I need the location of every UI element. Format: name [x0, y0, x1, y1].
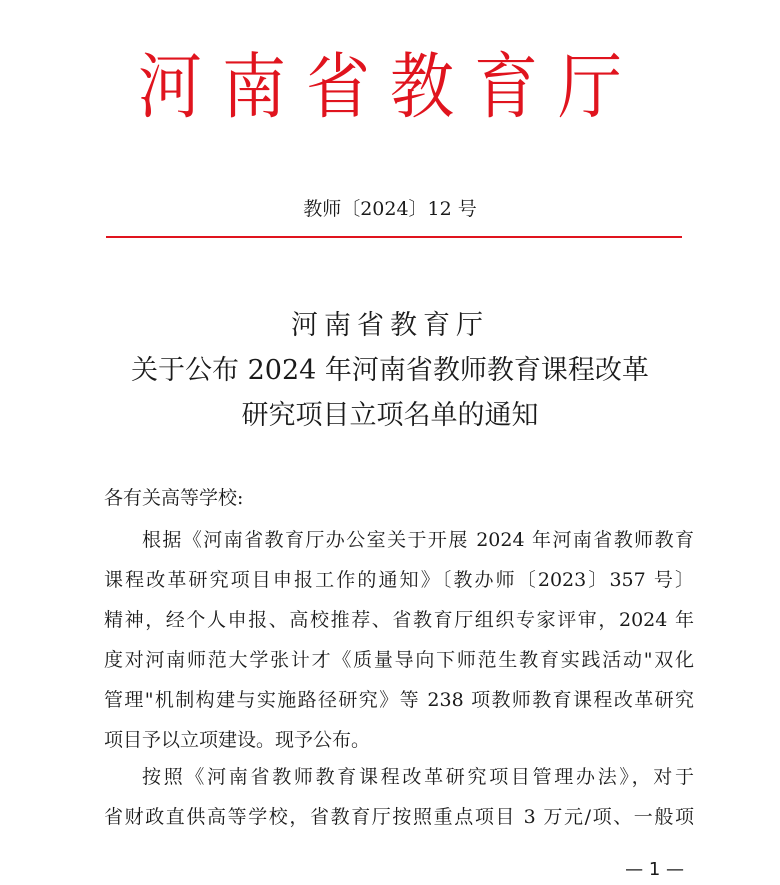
page-number: — 1 —: [625, 859, 684, 880]
red-divider-line: [106, 236, 682, 238]
paragraph-line: 根据《河南省教育厅办公室关于开展 2024 年河南省教师教育: [142, 529, 694, 551]
salutation: 各有关高等学校:: [104, 487, 244, 509]
paragraph-line: 课程改革研究项目申报工作的通知》〔教办师〔2023〕357 号〕: [104, 569, 694, 591]
notice-title-line-2: 关于公布 2024 年河南省教师教育课程改革: [131, 355, 649, 386]
paragraph-line: 管理"机制构建与实施路径研究》等 238 项教师教育课程改革研究: [104, 689, 694, 711]
paragraph-line: 度对河南师范大学张计才《质量导向下师范生教育实践活动"双化: [104, 649, 694, 671]
document-number: 教师〔2024〕12 号: [303, 198, 477, 220]
notice-title-line-1: 河南省教育厅: [291, 310, 489, 341]
paragraph-line: 项目予以立项建设。现予公布。: [104, 729, 371, 751]
paragraph-line: 按照《河南省教师教育课程改革研究项目管理办法》，对于: [142, 766, 694, 788]
paragraph-line: 精神，经个人申报、高校推荐、省教育厅组织专家评审，2024 年: [104, 609, 694, 631]
masthead-title: 河南省教育厅: [138, 46, 642, 130]
notice-title-line-3: 研究项目立项名单的通知: [241, 400, 539, 431]
body-paragraph-2: [104, 757, 694, 837]
body-paragraph-1: [104, 520, 694, 760]
paragraph-line: 省财政直供高等学校，省教育厅按照重点项目 3 万元/项、一般项: [104, 806, 694, 828]
